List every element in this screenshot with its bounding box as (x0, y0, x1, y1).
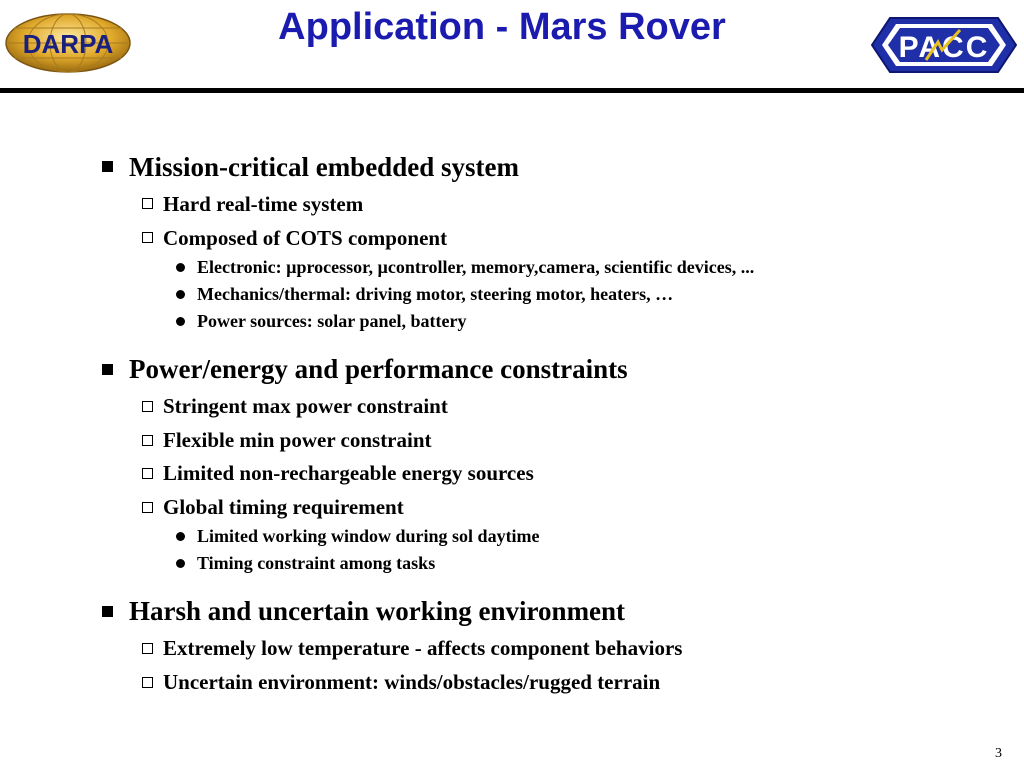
bullet-l3: Electronic: µprocessor, µcontroller, memory,camera, scientific devices, ... (197, 257, 755, 277)
bullet-l3: Timing constraint among tasks (197, 553, 436, 573)
dot-bullet-icon (176, 290, 185, 299)
pacc-logo-text: PACC (898, 31, 990, 64)
bullet-l3: Power sources: solar panel, battery (197, 311, 467, 331)
darpa-logo-text: DARPA (22, 29, 114, 59)
bullet-l3: Limited working window during sol daytime (197, 526, 540, 546)
square-bullet-icon (102, 364, 113, 375)
bullet-l2: Global timing requirement (163, 495, 404, 519)
dot-bullet-icon (176, 263, 185, 272)
page-number: 3 (995, 746, 1002, 761)
bullet-l2: Extremely low temperature - affects component behaviors (163, 636, 683, 660)
hollow-square-bullet-icon (142, 198, 153, 209)
bullet-l1: Power/energy and performance constraints (129, 354, 628, 384)
hollow-square-bullet-icon (142, 643, 153, 654)
bullet-l2: Stringent max power constraint (163, 394, 448, 418)
hollow-square-bullet-icon (142, 677, 153, 688)
hollow-square-bullet-icon (142, 435, 153, 446)
square-bullet-icon (102, 161, 113, 172)
slide-title: Application - Mars Rover (278, 6, 726, 48)
dot-bullet-icon (176, 532, 185, 541)
dot-bullet-icon (176, 317, 185, 326)
bullet-l2: Flexible min power constraint (163, 428, 432, 452)
hollow-square-bullet-icon (142, 468, 153, 479)
bullet-l2: Limited non-rechargeable energy sources (163, 461, 534, 485)
bullet-l2: Hard real-time system (163, 192, 364, 216)
hollow-square-bullet-icon (142, 401, 153, 412)
bullet-l1: Harsh and uncertain working environment (129, 596, 626, 626)
bullet-l2: Composed of COTS component (163, 226, 448, 250)
bullet-l3: Mechanics/thermal: driving motor, steering motor, heaters, … (197, 284, 674, 304)
hollow-square-bullet-icon (142, 232, 153, 243)
bullet-l1: Mission-critical embedded system (129, 152, 519, 182)
square-bullet-icon (102, 606, 113, 617)
dot-bullet-icon (176, 559, 185, 568)
hollow-square-bullet-icon (142, 502, 153, 513)
bullet-l2: Uncertain environment: winds/obstacles/rugged terrain (163, 670, 661, 694)
